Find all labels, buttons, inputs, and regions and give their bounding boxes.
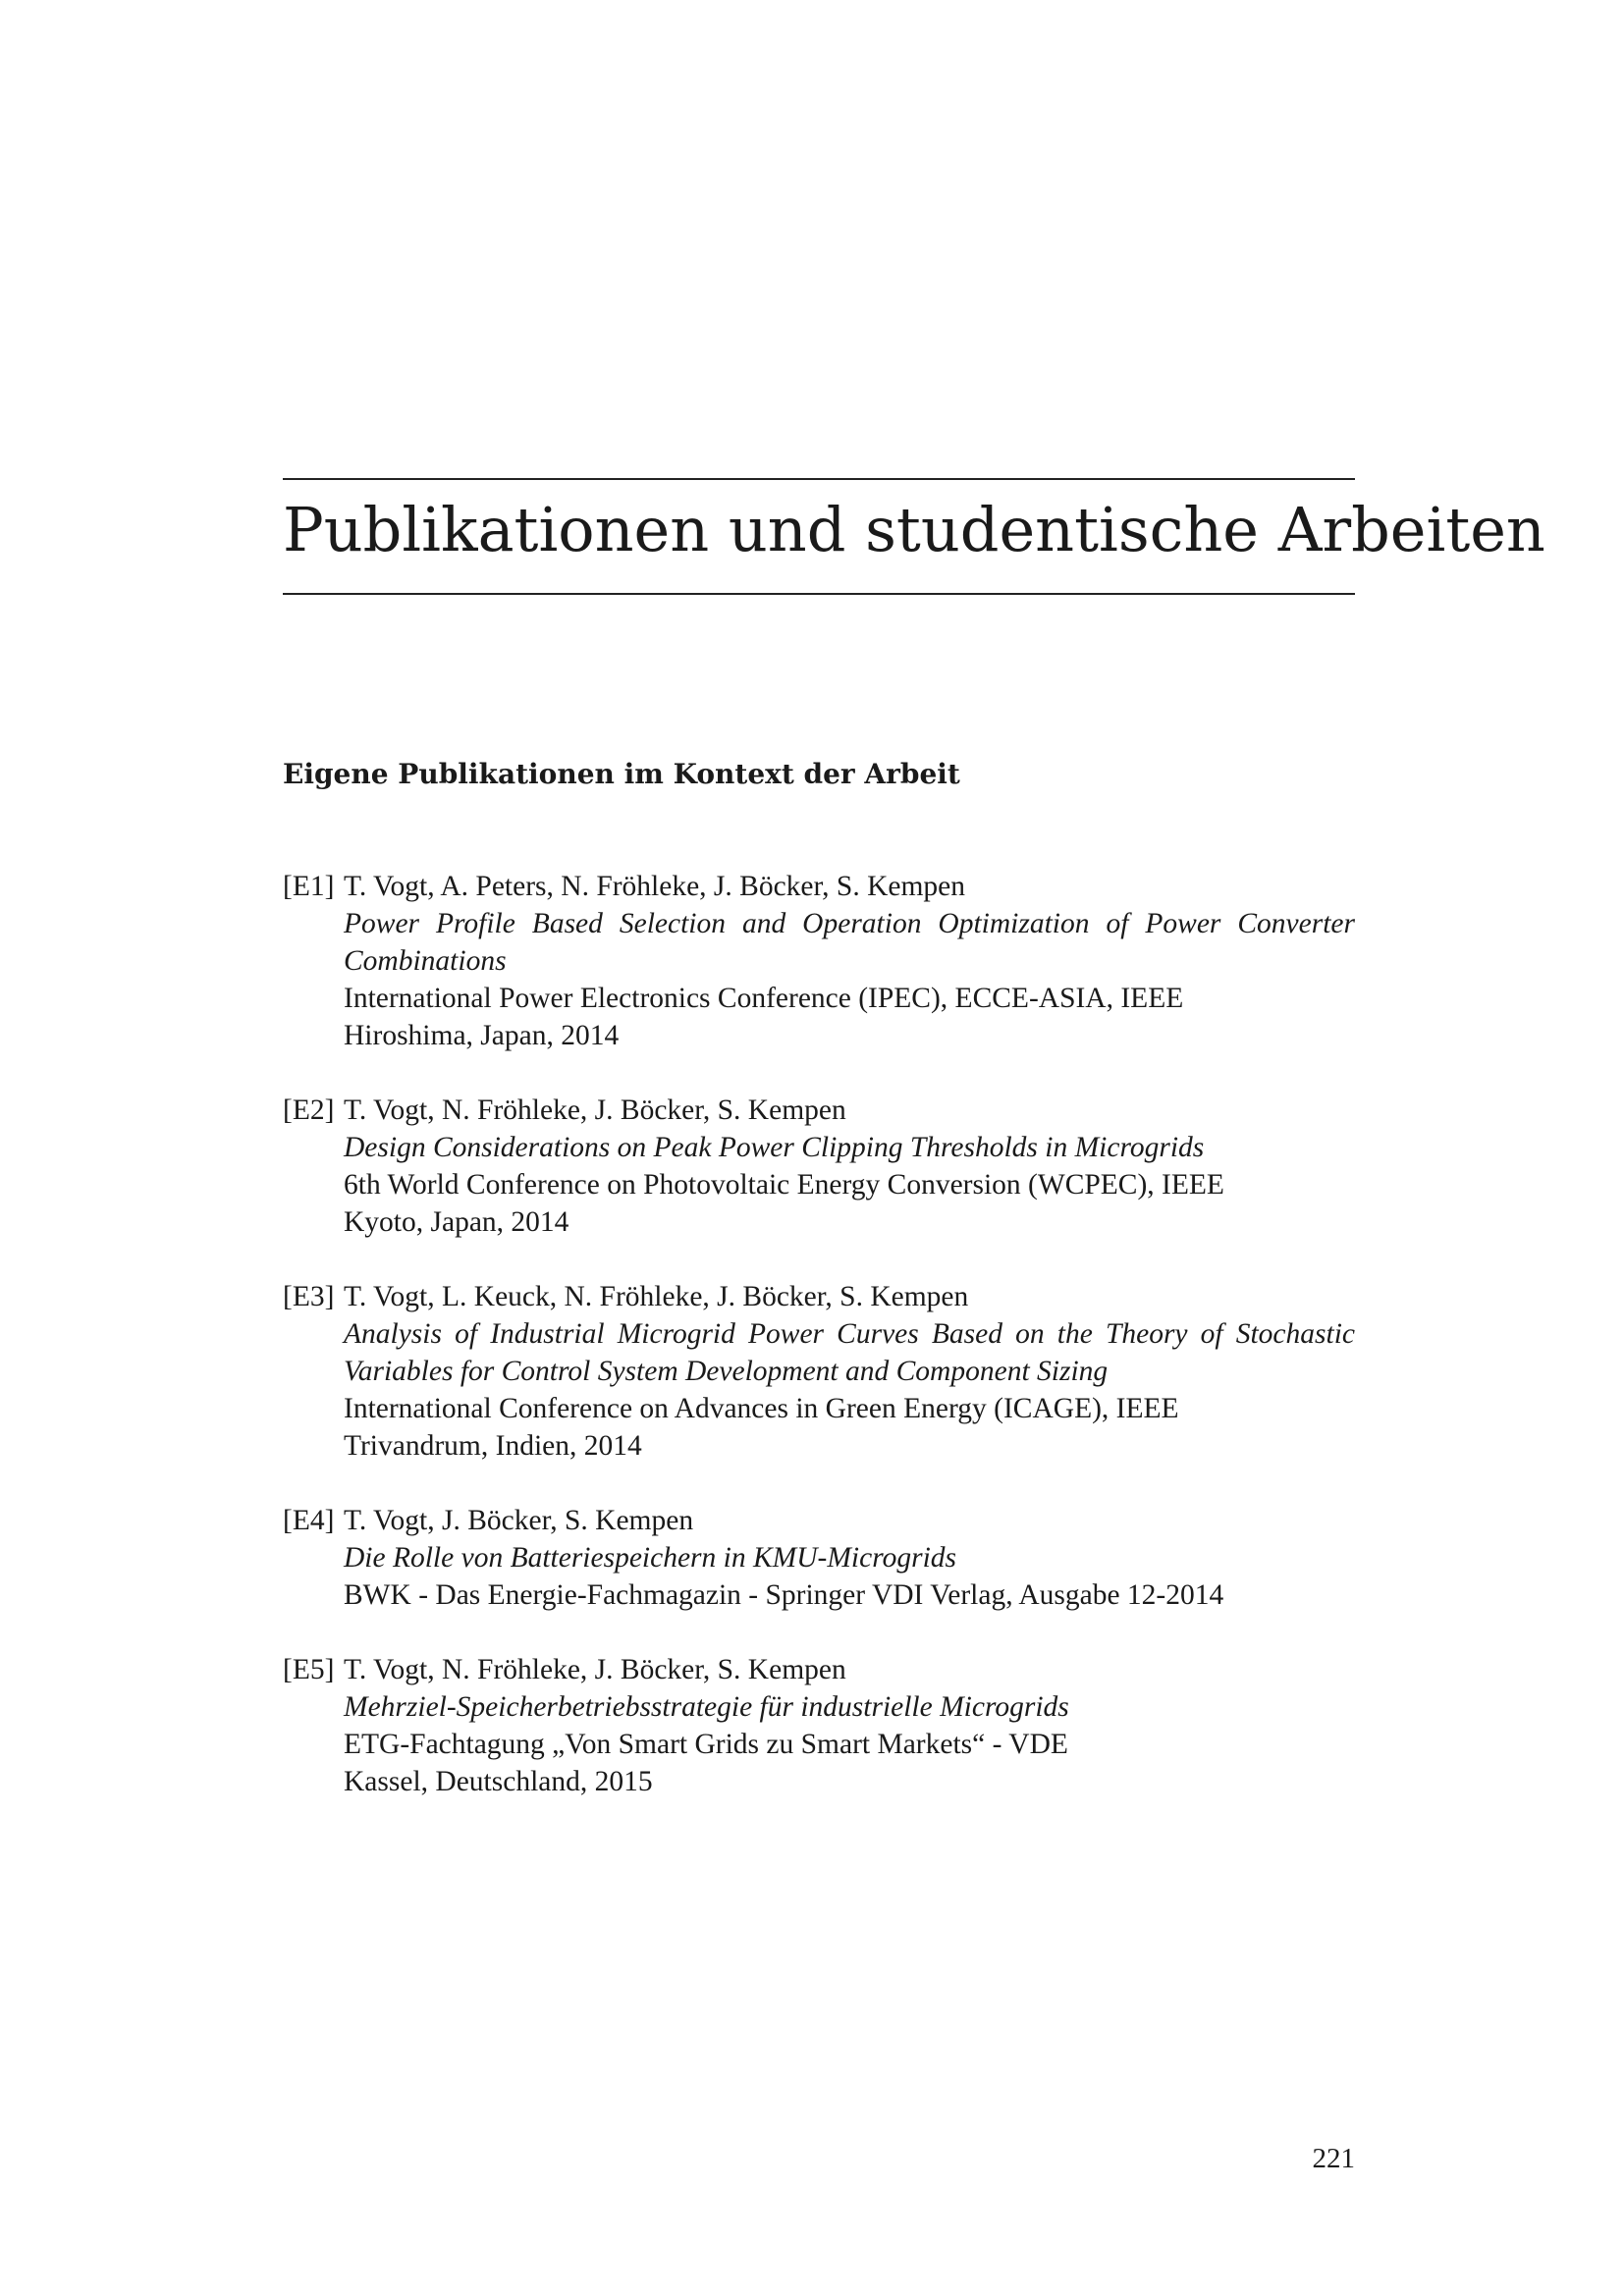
publication-label: [E3] <box>283 1281 335 1312</box>
publication-place: Hiroshima, Japan, 2014 <box>344 1020 620 1051</box>
publication-title: Power Profile Based Selection and Operation Optimization of Power Converter Combinations <box>344 908 1355 977</box>
publication-authors: T. Vogt, A. Peters, N. Fröhleke, J. Böcker, S. Kempen <box>344 871 966 902</box>
publication-venue: BWK - Das Energie-Fachmagazin - Springer VDI Verlag, Ausgabe 12-2014 <box>344 1579 1224 1611</box>
publication-body <box>344 1651 1355 1800</box>
publication-title: Mehrziel-Speicherbetriebsstrategie für industrielle Microgrids <box>344 1691 1069 1723</box>
publication-venue: International Conference on Advances in Green Energy (ICAGE), IEEE <box>344 1393 1179 1424</box>
publication-label: [E2] <box>283 1095 335 1126</box>
publication-venue: ETG-Fachtagung „Von Smart Grids zu Smart Markets“ - VDE <box>344 1729 1068 1760</box>
publication-place: Kyoto, Japan, 2014 <box>344 1206 569 1238</box>
publication-entry-e4 <box>283 1502 1355 1614</box>
publication-title: Die Rolle von Batteriespeichern in KMU-Microgrids <box>344 1542 957 1574</box>
publication-authors: T. Vogt, N. Fröhleke, J. Böcker, S. Kempen <box>344 1095 846 1126</box>
chapter-rule-top <box>283 478 1355 480</box>
publication-body <box>344 868 1355 1054</box>
publication-authors: T. Vogt, J. Böcker, S. Kempen <box>344 1505 694 1536</box>
publication-entry-e1 <box>283 868 1355 1054</box>
publication-title: Design Considerations on Peak Power Clipping Thresholds in Microgrids <box>344 1132 1205 1163</box>
publication-body <box>344 1092 1355 1241</box>
section-title: Eigene Publikationen im Kontext der Arbeit <box>283 758 960 790</box>
publication-place: Trivandrum, Indien, 2014 <box>344 1430 642 1462</box>
publication-body <box>344 1278 1355 1465</box>
chapter-title: Publikationen und studentische Arbeiten <box>283 494 1545 565</box>
publication-label: [E4] <box>283 1505 335 1536</box>
publication-label: [E1] <box>283 871 335 902</box>
publication-venue: International Power Electronics Conference (IPEC), ECCE-ASIA, IEEE <box>344 983 1184 1014</box>
publication-entry-e3 <box>283 1278 1355 1465</box>
publication-place: Kassel, Deutschland, 2015 <box>344 1766 653 1797</box>
publication-title: Analysis of Industrial Microgrid Power Curves Based on the Theory of Stochastic Variables for Control System Development and Component Sizing <box>344 1318 1355 1387</box>
publication-authors: T. Vogt, N. Fröhleke, J. Böcker, S. Kempen <box>344 1654 846 1685</box>
publication-list <box>283 868 1355 1838</box>
chapter-rule-bottom <box>283 593 1355 595</box>
publication-entry-e2 <box>283 1092 1355 1241</box>
publication-body <box>344 1502 1355 1614</box>
publication-entry-e5 <box>283 1651 1355 1800</box>
publication-authors: T. Vogt, L. Keuck, N. Fröhleke, J. Böcker, S. Kempen <box>344 1281 969 1312</box>
publication-label: [E5] <box>283 1654 335 1685</box>
publication-venue: 6th World Conference on Photovoltaic Energy Conversion (WCPEC), IEEE <box>344 1169 1224 1201</box>
page-number: 221 <box>1312 2143 1355 2174</box>
